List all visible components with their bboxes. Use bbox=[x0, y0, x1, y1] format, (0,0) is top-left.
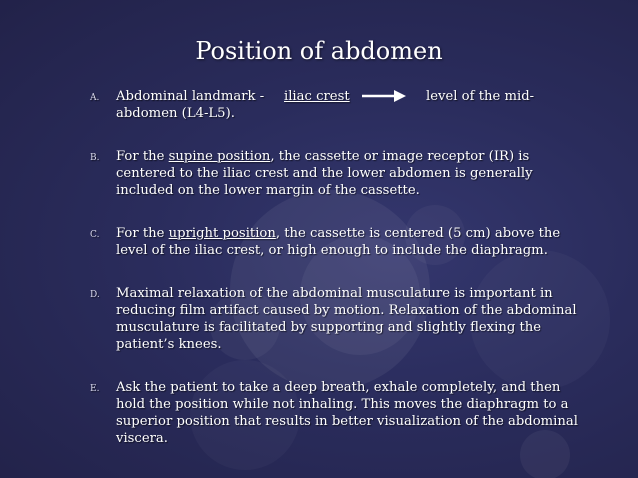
breathing-paragraph: Ask the patient to take a deep breath, exhale completely, and then hold the position while not inhaling. This moves the diaphragm to a superior position that results in better visualization of the abdominal viscera. bbox=[116, 380, 578, 446]
landmark-line-2: abdomen (L4-L5). bbox=[116, 106, 235, 121]
list-item-c bbox=[90, 225, 590, 285]
upright-paragraph bbox=[116, 225, 590, 259]
list-item-e bbox=[90, 379, 590, 447]
upright-pre-text: For the bbox=[116, 226, 169, 241]
supine-position-link[interactable]: supine position bbox=[168, 149, 271, 164]
landmark-lead-text: Abdominal landmark - bbox=[116, 89, 265, 104]
list-marker: D. bbox=[90, 290, 100, 300]
landmark-row bbox=[116, 88, 590, 105]
right-arrow-icon bbox=[362, 90, 406, 107]
list-item-b bbox=[90, 148, 590, 225]
landmark-tail-text: level of the mid- bbox=[426, 89, 535, 104]
iliac-crest-link[interactable]: iliac crest bbox=[284, 89, 350, 104]
slide-title: Position of abdomen bbox=[195, 37, 443, 65]
relaxation-paragraph: Maximal relaxation of the abdominal musculature is important in reducing film artifact caused by motion. Relaxation of the abdominal musculature is facilitated by supporting and slightly flexing the patient’s knees. bbox=[116, 286, 577, 352]
supine-post-text: , the cassette or image receptor (IR) is centered to the iliac crest and the lower abdomen is generally included on the lower margin of the cassette. bbox=[116, 149, 533, 198]
upright-post-text: , the cassette is centered (5 cm) above the level of the iliac crest, or high enough to include the diaphragm. bbox=[116, 226, 561, 258]
upright-position-link[interactable]: upright position bbox=[168, 226, 276, 241]
list-marker: B. bbox=[90, 153, 100, 163]
bullet-list bbox=[90, 88, 590, 447]
list-marker: E. bbox=[90, 384, 100, 394]
list-item-a bbox=[90, 88, 590, 148]
supine-pre-text: For the bbox=[116, 149, 169, 164]
list-marker: A. bbox=[90, 93, 100, 103]
supine-paragraph bbox=[116, 148, 590, 199]
list-item-d bbox=[90, 285, 590, 379]
list-marker: C. bbox=[90, 230, 100, 240]
